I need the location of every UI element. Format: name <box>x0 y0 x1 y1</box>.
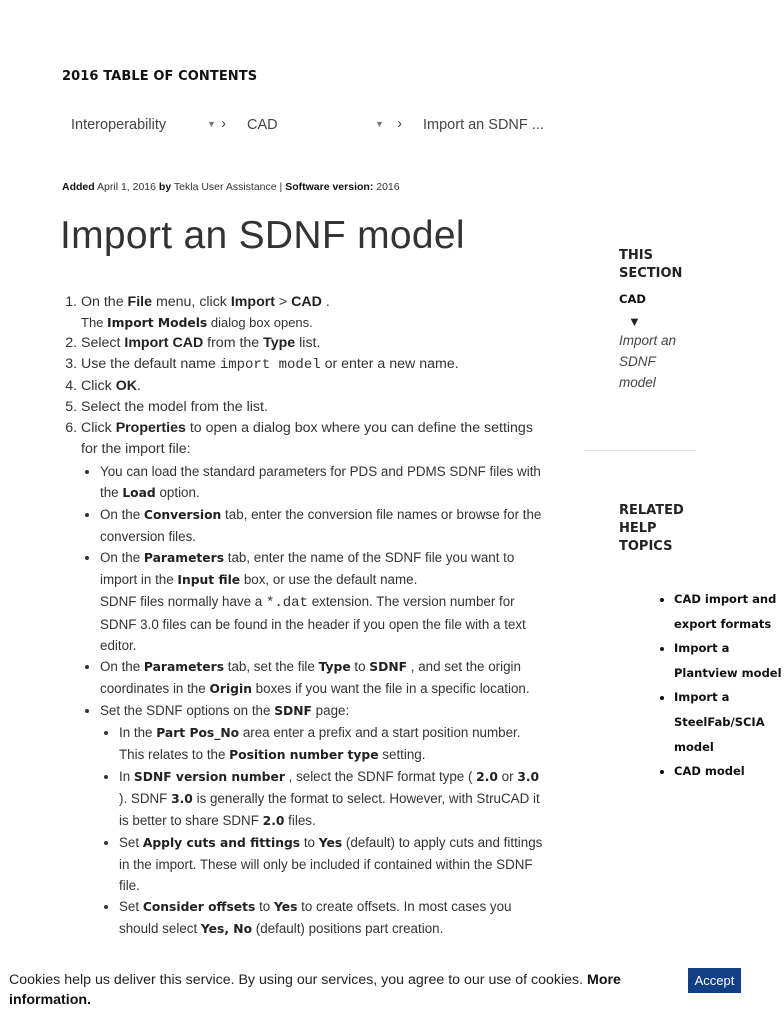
by-label: by <box>158 181 172 193</box>
accept-cookies-button[interactable]: Accept <box>688 968 741 993</box>
list-item: • Set Consider offsets to Yes to create offsets. In most cases you should select Yes, No (default) positions part creation. <box>119 896 547 940</box>
list-item: 1. On the File menu, click Import > CAD . The Import Models dialog box opens. <box>81 292 547 333</box>
section-select[interactable] <box>71 110 221 140</box>
list-item: 5. Select the model from the list. <box>81 397 547 418</box>
sidebar-divider <box>584 450 696 451</box>
list-item: • On the Conversion tab, enter the conversion file names or browse for the conversion files. <box>100 504 547 547</box>
code-text: *.dat <box>265 595 308 611</box>
more-information-link[interactable]: More information. <box>9 972 621 1008</box>
related-topics-list <box>656 587 784 784</box>
added-date: April 1, 2016 <box>97 181 156 193</box>
subsection-select[interactable] <box>247 110 387 140</box>
steps-list <box>62 292 547 940</box>
chevron-down-icon: ▼ <box>375 119 384 129</box>
related-topics-heading: RELATED HELP TOPICS <box>619 503 684 554</box>
breadcrumb-separator: › <box>221 115 226 132</box>
step-note: The Import Models dialog box opens. <box>81 315 313 330</box>
sidebar-current-link[interactable]: Import an SDNF model <box>619 333 677 390</box>
version-label: Software version: <box>285 181 374 193</box>
cookie-banner <box>0 966 768 1024</box>
breadcrumb <box>62 110 562 140</box>
meta-divider: | <box>279 181 283 193</box>
toc-heading: 2016 TABLE OF CONTENTS <box>62 69 258 84</box>
list-item: • On the Parameters tab, enter the name of the SDNF file you want to import in the Input file box, or use the default name. SDNF files normally have a *.dat extension. The version number for SDNF 3.0 files can be found in the header if you open the file with a text editor. <box>100 547 547 656</box>
chevron-down-icon: ▼ <box>207 119 216 129</box>
page-title: Import an SDNF model <box>60 214 465 257</box>
added-label: Added <box>62 181 95 193</box>
list-item: • In SDNF version number , select the SDNF format type ( 2.0 or 3.0 ). SDNF 3.0 is generally the format to select. However, with StruCAD it is better to share SDNF 2.0 files. <box>119 766 547 832</box>
sidebar-item-cad[interactable]: CAD <box>619 292 646 306</box>
breadcrumb-current-label: Import an SDNF ... <box>423 117 544 133</box>
list-item: 2. Select Import CAD from the Type list. <box>81 333 547 354</box>
subsection-select-value: CAD <box>247 117 278 133</box>
cookie-text <box>9 970 669 1010</box>
list-item: 4. Click OK. <box>81 376 547 397</box>
version-value: 2016 <box>376 181 400 193</box>
list-item: • On the Parameters tab, set the file Type to SDNF , and set the origin coordinates in the Origin boxes if you want the file in a specific location. <box>100 656 547 700</box>
list-item: • Set the SDNF options on the SDNF page: • In the Part Pos_No area enter a prefix and a start position number. This relates to the Position number type setting. • In SDNF version number , select the SDNF format type ( 2.0 or 3.0 ). SDNF 3.0 is generally the format to select. However, with StruCAD it is better to share SDNF 2.0 files. • Set Apply cuts and fittings to Yes (default) to apply cuts and fittings in the import. These will only be included if contained within the SDNF file. • Set Consider offsets to Yes to create offsets. In most cases you should select Yes, No (default) positions part creation. <box>100 700 547 940</box>
related-link[interactable]: • Import a Plantview model <box>674 636 784 685</box>
cookie-message: Cookies help us deliver this service. By using our services, you agree to our use of cookies. <box>9 972 588 988</box>
list-item: • In the Part Pos_No area enter a prefix and a start position number. This relates to the Position number type setting. <box>119 722 547 766</box>
list-item: 6. Click Properties to open a dialog box where you can define the settings for the import file: • You can load the standard parameters for PDS and PDMS SDNF files with the Load option. • On the Conversion tab, enter the conversion file names or browse for the conversion files. • On the Parameters tab, enter the name of the SDNF file you want to import in the Input file box, or use the default name. SDNF files normally have a *.dat extension. The version number for SDNF 3.0 files can be found in the header if you open the file with a text editor. • On the Parameters tab, set the file Type to SDNF , and set the origin coordinates in the Origin boxes if you want the file in a specific location. • Set the SDNF options on the SDNF page: • In the Part Pos_No area enter a prefix and a start position number. This relates to the Position number type setting. • In SDNF version number , select the SDNF format type ( 2.0 or 3.0 ). SDNF 3.0 is generally the format to select. However, with StruCAD it is better to share SDNF 2.0 files. • Set Apply cuts and fittings to Yes (default) to apply cuts and fittings in the import. These will only be included if contained within the SDNF file. • Set Consider offsets to Yes to create offsets. In most cases you should select Yes, No (default) positions part creation. <box>81 418 547 940</box>
related-link[interactable]: • CAD model <box>674 759 784 784</box>
related-link[interactable]: • Import a SteelFab/SCIA model <box>674 685 784 759</box>
list-item: • You can load the standard parameters for PDS and PDMS SDNF files with the Load option. <box>100 461 547 504</box>
list-item: • Set Apply cuts and fittings to Yes (default) to apply cuts and fittings in the import. These will only be included if contained within the SDNF file. <box>119 832 547 896</box>
article-body <box>62 292 547 964</box>
author-name: Tekla User Assistance <box>173 181 277 193</box>
code-text: import model <box>219 357 321 373</box>
list-item: 3. Use the default name import model or enter a new name. <box>81 354 547 376</box>
sdnf-option-bullets <box>100 722 547 940</box>
section-select-value: Interoperability <box>71 117 167 133</box>
breadcrumb-current <box>423 110 544 140</box>
settings-bullets <box>81 461 547 940</box>
related-link[interactable]: • CAD import and export formats <box>674 587 784 636</box>
this-section-heading: THIS SECTION <box>619 248 683 281</box>
breadcrumb-separator: › <box>397 115 402 132</box>
triangle-down-icon: ▼ <box>628 314 641 329</box>
article-meta <box>62 181 400 193</box>
